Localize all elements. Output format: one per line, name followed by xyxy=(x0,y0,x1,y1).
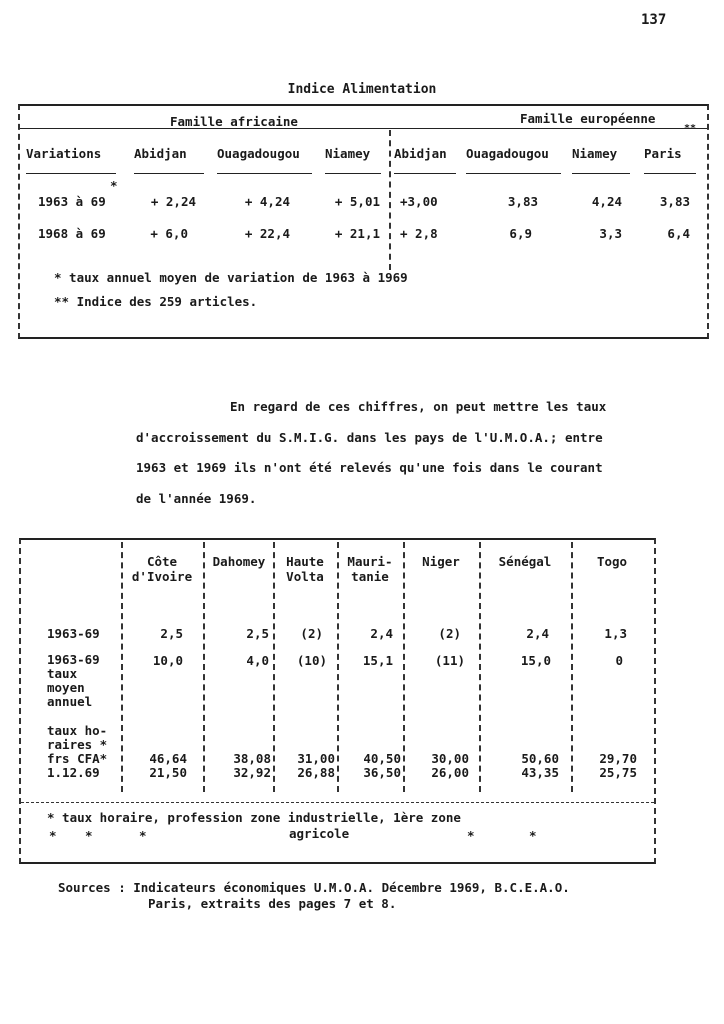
header-line: Haute xyxy=(286,554,324,569)
table1-row2-label: 1968 à 69 xyxy=(38,226,106,241)
table2-cell: 43,35 xyxy=(521,765,559,780)
table2-frame xyxy=(19,538,656,864)
table2-cell: 40,50 xyxy=(363,751,401,766)
table2-cell: 46,64 xyxy=(149,751,187,766)
table2-note-line-1: * taux horaire, profession zone industrielle, 1ère zone xyxy=(47,810,461,825)
table1-cell: +3,00 xyxy=(400,194,438,209)
table1-cell: 3,83 xyxy=(659,194,690,209)
body-paragraph xyxy=(136,392,696,514)
table1-cell: 6,4 xyxy=(667,226,690,241)
table1-col-abidjan-eu: Abidjan xyxy=(394,146,447,161)
table2-note-star: * xyxy=(139,828,147,843)
table2-cell: 25,75 xyxy=(599,765,637,780)
header-line: Dahomey xyxy=(212,554,266,569)
table1-row1-star: * xyxy=(110,178,118,193)
table2-cell-pair xyxy=(479,752,559,780)
label-line: 1.12.69 xyxy=(47,765,100,780)
label-line: moyen xyxy=(47,680,85,695)
table1-rule xyxy=(26,173,116,174)
table1-cell: 6,9 xyxy=(509,226,532,241)
table2-cell: 2,5 xyxy=(160,626,183,641)
sources-line-1: Sources : Indicateurs économiques U.M.O.A. Décembre 1969, B.C.E.A.O. xyxy=(58,880,570,895)
label-line: taux ho- xyxy=(47,723,108,738)
table2-note-line-2: agricole xyxy=(289,826,350,841)
table2-cell-pair xyxy=(571,752,637,780)
table2-row3-label xyxy=(47,724,107,780)
table1-group-europeenne: Famille européenne xyxy=(520,111,656,126)
table1-note-2: ** Indice des 259 articles. xyxy=(54,294,258,309)
table1-rule xyxy=(394,173,456,174)
label-line: annuel xyxy=(47,694,93,709)
sources-note xyxy=(58,880,570,912)
table1-group-rule xyxy=(20,128,707,129)
table2-cell: 50,60 xyxy=(521,751,559,766)
table1-col-niamey-af: Niamey xyxy=(325,146,371,161)
paragraph-line-2: d'accroissement du S.M.I.G. dans les pays de l'U.M.O.A.; entre xyxy=(136,429,603,445)
table1-col-niamey-eu: Niamey xyxy=(572,146,618,161)
table2-cell: 10,0 xyxy=(152,653,183,668)
table2-cell: (10) xyxy=(296,653,327,668)
table2-cell: 29,70 xyxy=(599,751,637,766)
table2-row2-label xyxy=(47,653,100,709)
table1-rule xyxy=(644,173,696,174)
header-line: Niger xyxy=(422,554,460,569)
label-line: 1963-69 xyxy=(47,652,100,667)
table1-rule xyxy=(325,173,381,174)
table1-cell: + 5,01 xyxy=(334,194,380,209)
table2-note-star: * xyxy=(49,828,57,843)
table2-cell: 2,5 xyxy=(246,626,269,641)
table1-rule xyxy=(217,173,312,174)
header-line: Mauri- xyxy=(347,554,393,569)
table2-header-togo xyxy=(571,554,653,569)
table2-cell: (2) xyxy=(438,626,461,641)
table1-cell: 3,83 xyxy=(507,194,538,209)
table2-note-rule xyxy=(21,802,654,803)
table1-title: Indice Alimentation xyxy=(287,82,437,97)
paragraph-line-4: de l'année 1969. xyxy=(136,490,257,506)
table1-cell: + 21,1 xyxy=(334,226,380,241)
table2-note-star: * xyxy=(85,828,93,843)
table2-header-mauritanie xyxy=(337,554,403,584)
table1-group-africaine: Famille africaine xyxy=(170,114,298,129)
table2-cell-pair xyxy=(337,752,401,780)
table1-cell: + 2,8 xyxy=(400,226,438,241)
table2-cell: 2,4 xyxy=(526,626,549,641)
table1-rule xyxy=(572,173,630,174)
table1-cell: + 6,0 xyxy=(150,226,188,241)
table2-note-star: * xyxy=(529,828,537,843)
table1-cell: + 22,4 xyxy=(244,226,290,241)
table2-header-haute-volta xyxy=(273,554,337,584)
table2-cell: 21,50 xyxy=(149,765,187,780)
table2-cell: 30,00 xyxy=(431,751,469,766)
header-line: Côte xyxy=(146,554,178,569)
table1-group-divider xyxy=(389,130,391,270)
table1-col-paris: Paris xyxy=(644,146,682,161)
table2-cell: 0 xyxy=(615,653,623,668)
table1-rule xyxy=(466,173,561,174)
table2-cell: 36,50 xyxy=(363,765,401,780)
table1-rule xyxy=(134,173,204,174)
table2-cell: 26,00 xyxy=(431,765,469,780)
table2-cell-pair xyxy=(203,752,271,780)
paragraph-line-3: 1963 et 1969 ils n'ont été relevés qu'une fois dans le courant xyxy=(136,460,603,475)
table1-cell: 3,3 xyxy=(599,226,622,241)
label-line: raires * xyxy=(47,737,108,752)
table1-note-1: * taux annuel moyen de variation de 1963 à 1969 xyxy=(54,270,408,285)
header-line: d'Ivoire xyxy=(131,569,193,584)
table2-cell: 26,88 xyxy=(297,765,335,780)
table1-cell: 4,24 xyxy=(591,194,622,209)
table2-cell-pair xyxy=(403,752,469,780)
table2-cell: 31,00 xyxy=(297,751,335,766)
table1-row1-label: 1963 à 69 xyxy=(38,194,106,209)
label-line: frs CFA* xyxy=(47,751,108,766)
header-line: Sénégal xyxy=(498,554,552,569)
table2-cell: 15,1 xyxy=(362,653,393,668)
table1-cell: + 4,24 xyxy=(244,194,290,209)
paragraph-line-1: En regard de ces chiffres, on peut mettre les taux xyxy=(230,399,607,414)
header-line: tanie xyxy=(351,569,389,584)
table1-col-variations: Variations xyxy=(26,146,102,161)
table2-cell: 15,0 xyxy=(520,653,551,668)
table2-cell-pair xyxy=(273,752,335,780)
table2-header-cote-divoire xyxy=(121,554,203,584)
table2-header-dahomey xyxy=(203,554,275,569)
table2-cell: (11) xyxy=(434,653,465,668)
table2-cell: 38,08 xyxy=(233,751,271,766)
table2-cell: 32,92 xyxy=(233,765,271,780)
label-line: taux xyxy=(47,666,78,681)
table1-cell: + 2,24 xyxy=(150,194,196,209)
table1-paris-mark: ** xyxy=(684,123,697,134)
table2-cell: 1,3 xyxy=(604,626,627,641)
table1-col-abidjan-af: Abidjan xyxy=(134,146,187,161)
sources-line-2: Paris, extraits des pages 7 et 8. xyxy=(148,896,397,911)
header-line: Togo xyxy=(596,554,628,569)
table1-col-ouaga-af: Ouagadougou xyxy=(217,146,300,161)
table1-frame xyxy=(18,104,709,339)
table2-note-star: * xyxy=(467,828,475,843)
header-line: Volta xyxy=(286,569,324,584)
table2-cell-pair xyxy=(121,752,187,780)
table2-cell: (2) xyxy=(300,626,323,641)
table2-cell: 4,0 xyxy=(246,653,269,668)
table2-header-senegal xyxy=(479,554,571,569)
table1-col-ouaga-eu: Ouagadougou xyxy=(466,146,549,161)
page-number: 137 xyxy=(641,12,667,28)
table2-row1-label: 1963-69 xyxy=(47,626,100,641)
table2-header-niger xyxy=(403,554,479,569)
table2-cell: 2,4 xyxy=(370,626,393,641)
